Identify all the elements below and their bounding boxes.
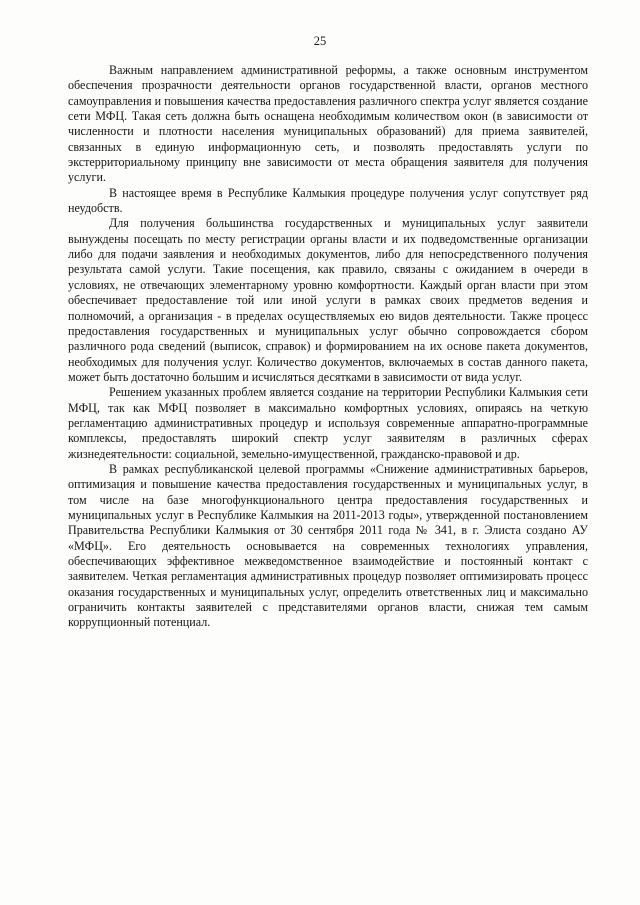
paragraph-mfc-network: Важным направлением административной реформы, а также основным инструментом обеспечения прозрачности деятельности органов государственной власти, органов местного самоуправления и повышения качества предоставления различного спектра услуг является создание сети МФЦ. Такая сеть должна быть оснащена необходимым количеством окон (в зависимости от численности и плотности населения муниципальных образований) для приема заявителей, связанных в единую информационную сеть, и позволять предоставлять услуги по экстерриториальному принципу вне зависимости от места обращения заявителя для получения услуги. [68,63,588,185]
paragraph-service-problems: Для получения большинства государственных и муниципальных услуг заявители вынуждены посещать по месту регистрации органы власти и их подведомственные организации либо для подачи заявления и необходимых документов, либо для непосредственного получения результата самой услуги. Такие посещения, как правило, связаны с ожиданием в очереди в условиях, не отвечающих элементарному уровню комфортности. Каждый орган власти при этом обеспечивает предоставление той или иной услуги в рамках своих предметов ведения и полномочий, а организация - в пределах осуществляемых ею видов деятельности. Также процесс предоставления государственных и муниципальных услуг обычно сопровождается сбором различного рода сведений (выписок, справок) и формированием на их основе пакета документов, необходимых для получения услуг. Количество документов, включаемых в состав данного пакета, может быть достаточно большим и исчисляться десятками в зависимости от вида услуг. [68,216,588,384]
paragraph-target-program: В рамках республиканской целевой программы «Снижение административных барьеров, оптимизация и повышение качества предоставления государственных и муниципальных услуг, в том числе на базе многофункционального центра предоставления государственных и муниципальных услуг в Республике Калмыкия на 2011-2013 годы», утвержденной постановлением Правительства Республики Калмыкия от 30 сентября 2011 года № 341, в г. Элиста создано АУ «МФЦ». Его деятельность основывается на современных технологиях управления, обеспечивающих эффективное межведомственное взаимодействие и постоянный контакт с заявителем. Четкая регламентация административных процедур позволяет оптимизировать процесс оказания государственных и муниципальных услуг, определить ответственных лиц и максимально ограничить контакты заявителей с представителями органов власти, снижая тем самым коррупционный потенциал. [68,461,588,630]
page-number: 25 [313,34,327,48]
document-body [68,63,588,631]
paragraph-solution: Решением указанных проблем является создание на территории Республики Калмыкия сети МФЦ, так как МФЦ позволяет в максимально комфортных условиях, опираясь на четкую регламентацию административных процедур и используя современные аппаратно-программные комплексы, предоставлять широкий спектр услуг заявителям в различных сферах жизнедеятельности: социальной, земельно-имущественной, гражданско-правовой и др. [68,385,588,461]
paragraph-current-situation: В настоящее время в Республике Калмыкия процедуре получения услуг сопутствует ряд неудобств. [68,185,588,216]
